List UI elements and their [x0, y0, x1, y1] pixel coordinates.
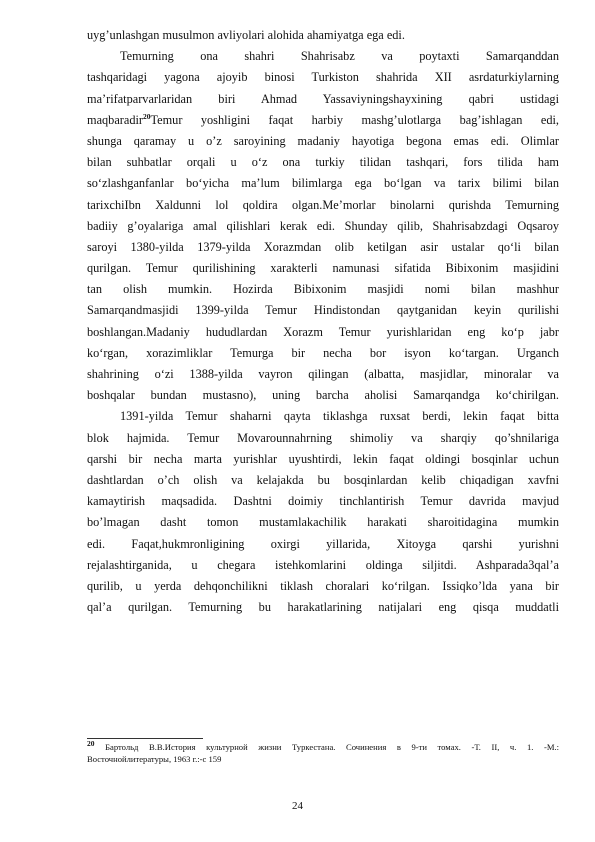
paragraph-line: rejalashtirganida, u chegara istehkomlarini oldinga siljitdi. Ashparada3qalʼa — [87, 557, 559, 572]
paragraph-line: ma’rifatparvarlaridan biri Ahmad Yassaviyningshayxining qabri ustidagi — [87, 91, 559, 106]
paragraph-line: blok hajmida. Temur Movarounnahrning shimoliy va sharqiy qo’shnilariga — [87, 430, 559, 445]
paragraph-line: tan olish mumkin. Hozirda Bibixonim masjidi nomi bilan mashhur — [87, 282, 559, 297]
paragraph-line: edi. Faqat,hukmronligining oxirgi yillarida, Xitoyga qarshi yurishni — [87, 536, 559, 551]
paragraph-line: boshlangan.Madaniy hududlardan Xorazm Temur yurishlaridan eng koʻp jabr — [87, 324, 559, 339]
paragraph-line: tarixchiIbn Xaldunni lol qoldira olgan.Me’morlar binolarni qurishda Temurning — [87, 197, 559, 212]
paragraph-line: dashtlardan o’ch olish va kelajakda bu bosqinlardan kelib chiqadigan xavfni — [87, 472, 559, 487]
paragraph-line: 1391-yilda Temur shaharni qayta tiklashga ruxsat berdi, lekin faqat bitta — [120, 409, 559, 424]
footnote-line: Восточнойлитературы, 1963 г.:-с 159 — [87, 753, 222, 764]
paragraph-line: Temurning ona shahri Shahrisabz va poytaxti Samarqanddan — [120, 49, 559, 64]
page-number: 24 — [292, 800, 303, 812]
paragraph-line: badiiy g’oyalariga amal qilishlari kerak edi. Shunday qilib, Shahrisabzdagi Oqsaroy — [87, 218, 559, 233]
paragraph-line: Samarqandmasjidi 1399-yilda Temur Hindistondan qaytganidan keyin qurilishi — [87, 303, 559, 318]
footnote-reference: 20 — [143, 111, 151, 121]
paragraph-line: qurilgan. Temur qurilishining xarakterli namunasi sifatida Bibixonim masjidini — [87, 261, 559, 276]
paragraph-line: bilan suhbatlar orqali u oʻz ona turkiy tilidan tashqari, fors tilida ham — [87, 155, 559, 170]
paragraph-line: shunga qaramay u o’z saroyining madaniy hayotiga begona emas edi. Olimlar — [87, 133, 559, 148]
paragraph-line: shahrining oʻzi 1388-yilda vayron qilingan (albatta, masjidlar, minoralar va — [87, 367, 559, 381]
paragraph-line: kamaytirish maqsadida. Dashtni doimiy tinchlantirish Temur davrida mavjud — [87, 494, 559, 509]
paragraph-line: soʻzlashganfanlar boʻyicha ma’lum bilimlarga ega boʻlgan va tarix bilimi bilan — [87, 176, 559, 191]
body-text — [87, 25, 559, 618]
footnote — [87, 739, 559, 765]
paragraph-line-start: maqbaradir — [87, 112, 143, 127]
paragraph-line: bo’lmagan dasht tomon mustamlakachilik harakati sharoitidagina mumkin — [87, 515, 559, 530]
paragraph-line-with-footnote — [87, 110, 559, 131]
paragraph-line: saroyi 1380-yilda 1379-yilda Xorazmdan olib ketilgan asir ustalar qoʻli bilan — [87, 239, 559, 254]
paragraph-line: qurilib, u yerda dehqonchilikni tiklash choralari koʻrilgan. Issiqko’lda yana bir — [87, 578, 559, 593]
paragraph-line: koʻrgan, xorazimliklar Temurga bir necha bor isyon koʻtargan. Urganch — [87, 345, 559, 360]
footnote-number: 20 — [87, 739, 95, 749]
paragraph-line: tashqaridagi yagona ajoyib binosi Turkiston shahrida XII asrdaturkiylarning — [87, 70, 559, 85]
footnote-text: Бартольд В.В.История культурной жизни Туркестана. Сочинения в 9-ти томах. -Т. II, ч. 1. -М.: — [105, 742, 559, 752]
paragraph-line: qal’a qurilgan. Temurning bu harakatlarining natijalari eng qisqa muddatli — [87, 600, 559, 615]
paragraph-line-rest: Temur yoshligini faqat harbiy mashg’ulotlarga bag’ishlagan edi, — [150, 112, 559, 127]
footnote-line — [87, 739, 559, 754]
paragraph-line: uyg’unlashgan musulmon avliyolari alohida ahamiyatga ega edi. — [87, 28, 405, 42]
paragraph-line: qarshi bir necha marta yurishlar uyushtirdi, lekin faqat oldingi bosqinlar uchun — [87, 451, 559, 466]
footnote-divider — [87, 738, 203, 739]
paragraph-line: boshqalar bundan mustasno), uning barcha aholisi Samarqandga koʻchirilgan. — [87, 388, 559, 403]
